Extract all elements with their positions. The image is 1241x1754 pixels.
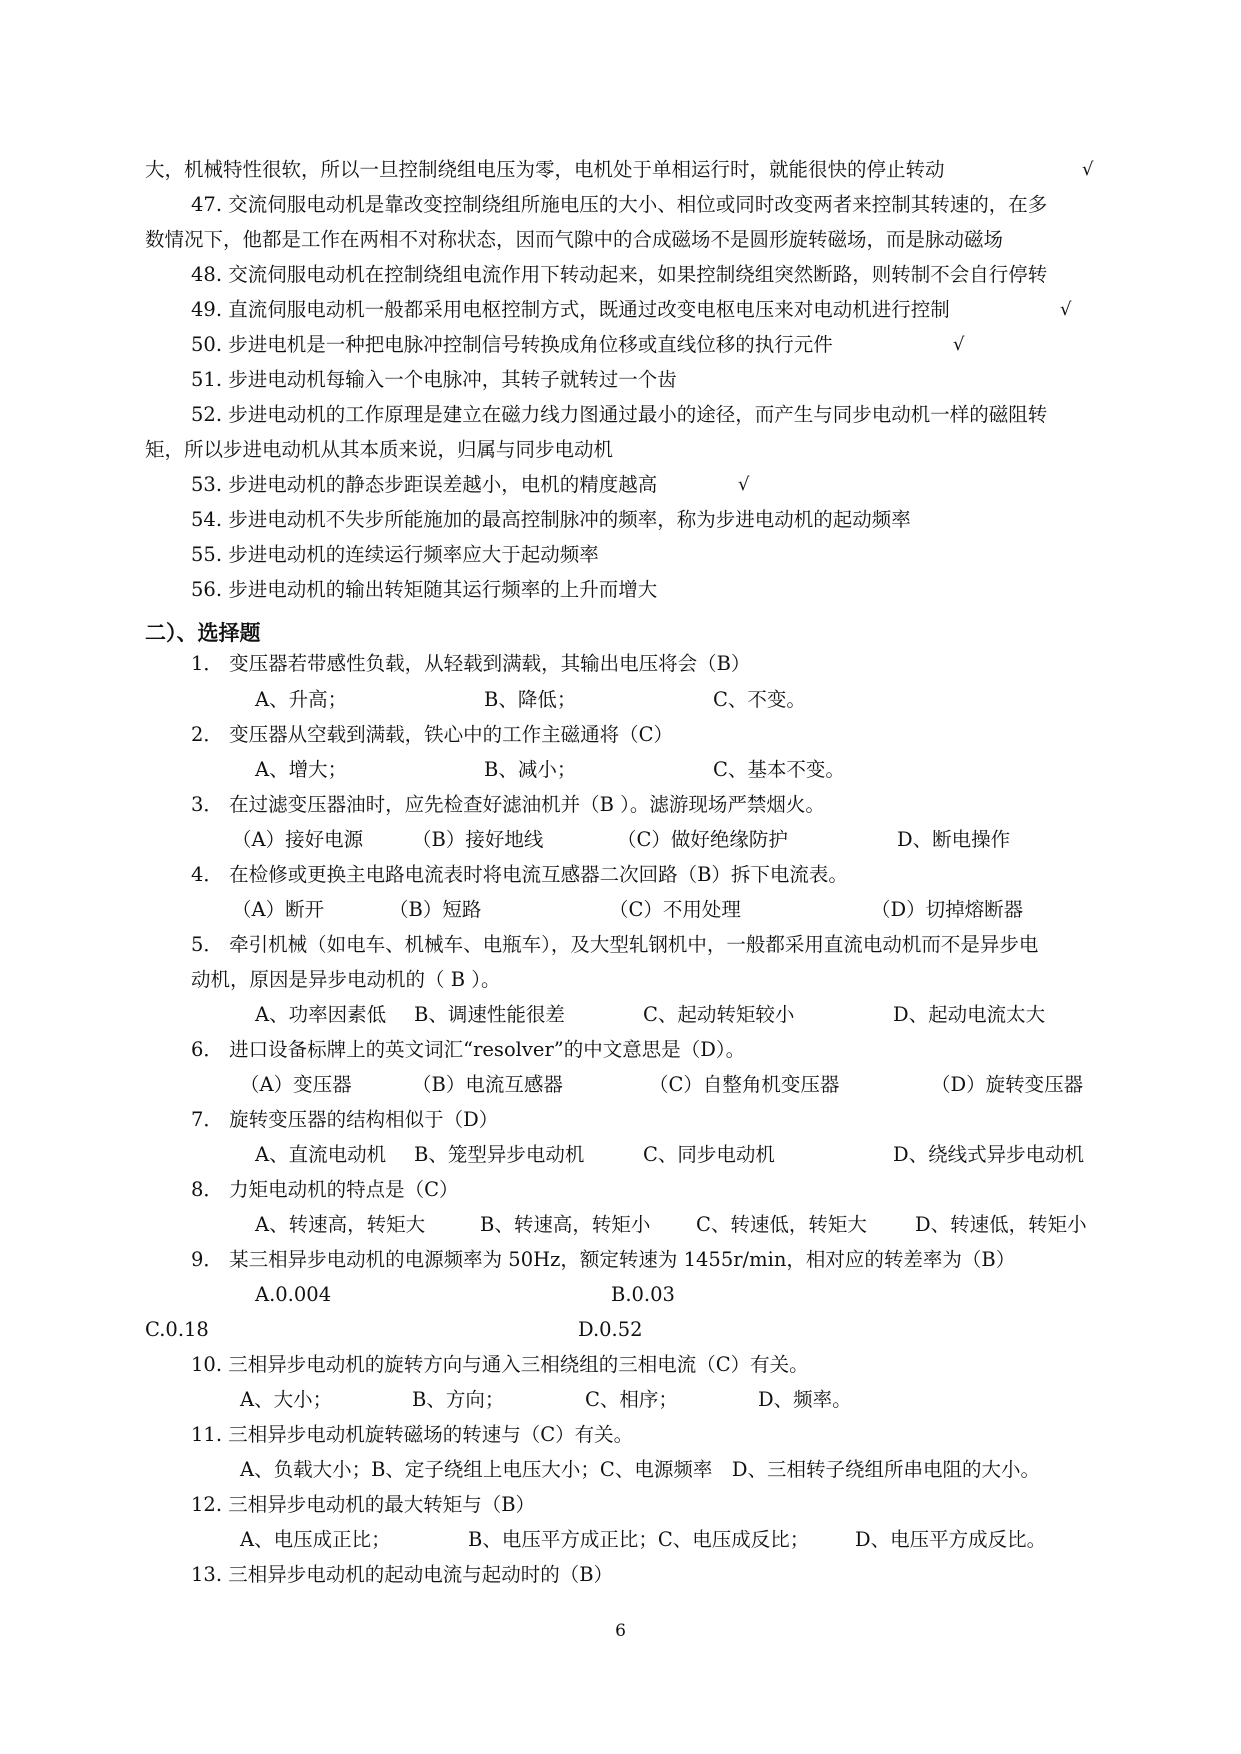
tf-line-49: 49. 直流伺服电动机一般都采用电枢控制方式，既通过改变电枢电压来对电动机进行控制	[191, 298, 950, 321]
q12-d: D、电压平方成反比。	[855, 1528, 1047, 1551]
q3-c: （C）做好绝缘防护	[617, 828, 788, 851]
q1-c: C、不变。	[713, 688, 806, 711]
q8-b: B、转速高，转矩小	[480, 1213, 651, 1236]
q3-d: D、断电操作	[897, 828, 1011, 851]
check-mark-icon: √	[953, 334, 965, 355]
q3-b: （B）接好地线	[412, 828, 544, 851]
q5: 5． 牵引机械（如电车、机械车、电瓶车），及大型轧钢机中，一般都采用直流电动机而不是异步电	[191, 933, 1039, 956]
q10-d: D、频率。	[758, 1388, 852, 1411]
q6-d: （D）旋转变压器	[931, 1073, 1084, 1096]
q10-c: C、相序；	[585, 1388, 678, 1411]
section-title: 二）、选择题	[145, 621, 261, 645]
q2: 2． 变压器从空载到满载，铁心中的工作主磁通将（C）	[191, 723, 674, 746]
q7-d: D、绕线式异步电动机	[893, 1143, 1085, 1166]
tf-line-48: 48. 交流伺服电动机在控制绕组电流作用下转动起来，如果控制绕组突然断路，则转制不会自行停转	[191, 263, 1048, 286]
tf-line-55: 55. 步进电动机的连续运行频率应大于起动频率	[191, 543, 599, 566]
q9-b: B.0.03	[611, 1283, 675, 1306]
q9: 9． 某三相异步电动机的电源频率为 50Hz，额定转速为 1455r/min，相对应的转差率为（B）	[191, 1248, 1016, 1271]
q10: 10. 三相异步电动机的旋转方向与通入三相绕组的三相电流（C）有关。	[191, 1353, 809, 1376]
q9-a: A.0.004	[255, 1283, 332, 1306]
q5-c: C、起动转矩较小	[643, 1003, 795, 1026]
q2-b: B、减小；	[484, 758, 577, 781]
q4: 4． 在检修或更换主电路电流表时将电流互感器二次回路（B）拆下电流表。	[191, 863, 848, 886]
q8-d: D、转速低，转矩小	[915, 1213, 1087, 1236]
tf-line-54: 54. 步进电动机不失步所能施加的最高控制脉冲的频率，称为步进电动机的起动频率	[191, 508, 911, 531]
q13: 13. 三相异步电动机的起动电流与起动时的（B）	[191, 1563, 614, 1586]
q10-b: B、方向；	[412, 1388, 505, 1411]
q10-a: A、大小；	[240, 1388, 333, 1411]
q7-b: B、笼型异步电动机	[414, 1143, 585, 1166]
q1: 1． 变压器若带感性负载，从轻载到满载，其输出电压将会（B）	[191, 652, 751, 675]
check-mark-icon: √	[1060, 299, 1072, 320]
q12: 12. 三相异步电动机的最大转矩与（B）	[191, 1493, 536, 1516]
q11-options: A、负载大小；B、定子绕组上电压大小；C、电源频率 D、三相转子绕组所串电阻的大小。	[240, 1458, 1040, 1481]
q1-a: A、升高；	[255, 688, 348, 711]
tf-line-56: 56. 步进电动机的输出转矩随其运行频率的上升而增大	[191, 578, 658, 601]
q8: 8． 力矩电动机的特点是（C）	[191, 1178, 459, 1201]
check-mark-icon: √	[738, 474, 750, 495]
q12-bc: B、电压平方成正比；C、电压成反比；	[468, 1528, 810, 1551]
q4-c: （C）不用处理	[609, 898, 741, 921]
q6-a: （A）变压器	[240, 1073, 352, 1096]
tf-line-52: 52. 步进电动机的工作原理是建立在磁力线力图通过最小的途径，而产生与同步电动机一样的磁阻转	[191, 403, 1048, 426]
tf-line-50: 50. 步进电机是一种把电脉冲控制信号转换成角位移或直线位移的执行元件	[191, 333, 833, 356]
tf-line-51: 51. 步进电动机每输入一个电脉冲，其转子就转过一个齿	[191, 368, 677, 391]
q3-a: （A）接好电源	[232, 828, 364, 851]
q7: 7． 旋转变压器的结构相似于（D）	[191, 1108, 499, 1131]
tf-line-52b: 矩，所以步进电动机从其本质来说，归属与同步电动机	[145, 438, 614, 461]
q4-b: （B）短路	[389, 898, 482, 921]
q5-b: B、调速性能很差	[414, 1003, 565, 1026]
q2-a: A、增大；	[255, 758, 348, 781]
q1-b: B、降低；	[484, 688, 577, 711]
q2-c: C、基本不变。	[713, 758, 845, 781]
q3: 3． 在过滤变压器油时，应先检查好滤油机并（B ）。滤游现场严禁烟火。	[191, 793, 825, 816]
q4-a: （A）断开	[232, 898, 325, 921]
check-mark-icon: √	[1082, 159, 1094, 180]
q4-d: （D）切掉熔断器	[871, 898, 1024, 921]
q9-d: D.0.52	[578, 1318, 643, 1341]
tf-line-47b: 数情况下，他都是工作在两相不对称状态，因而气隙中的合成磁场不是圆形旋转磁场，而是脉动磁场	[145, 228, 1004, 251]
q6-b: （B）电流互感器	[412, 1073, 563, 1096]
q8-c: C、转速低，转矩大	[696, 1213, 867, 1236]
q5b: 动机，原因是异步电动机的（ B ）。	[191, 968, 501, 991]
q6-c: （C）自整角机变压器	[649, 1073, 840, 1096]
q9-c: C.0.18	[145, 1318, 209, 1341]
page-number: 6	[615, 1621, 626, 1641]
tf-line-47: 47. 交流伺服电动机是靠改变控制绕组所施电压的大小、相位或同时改变两者来控制其转速的，在多	[191, 193, 1048, 216]
q12-a: A、电压成正比；	[240, 1528, 391, 1551]
tf-line-0: 大，机械特性很软，所以一旦控制绕组电压为零，电机处于单相运行时，就能很快的停止转动	[145, 158, 945, 181]
q5-d: D、起动电流太大	[893, 1003, 1046, 1026]
q6: 6． 进口设备标牌上的英文词汇“resolver”的中文意思是（D）。	[191, 1038, 746, 1061]
tf-line-53: 53. 步进电动机的静态步距误差越小，电机的精度越高	[191, 473, 658, 496]
q7-a: A、直流电动机	[255, 1143, 387, 1166]
q8-a: A、转速高，转矩大	[255, 1213, 426, 1236]
q7-c: C、同步电动机	[643, 1143, 775, 1166]
q11: 11. 三相异步电动机旋转磁场的转速与（C）有关。	[191, 1423, 634, 1446]
q5-a: A、功率因素低	[255, 1003, 387, 1026]
